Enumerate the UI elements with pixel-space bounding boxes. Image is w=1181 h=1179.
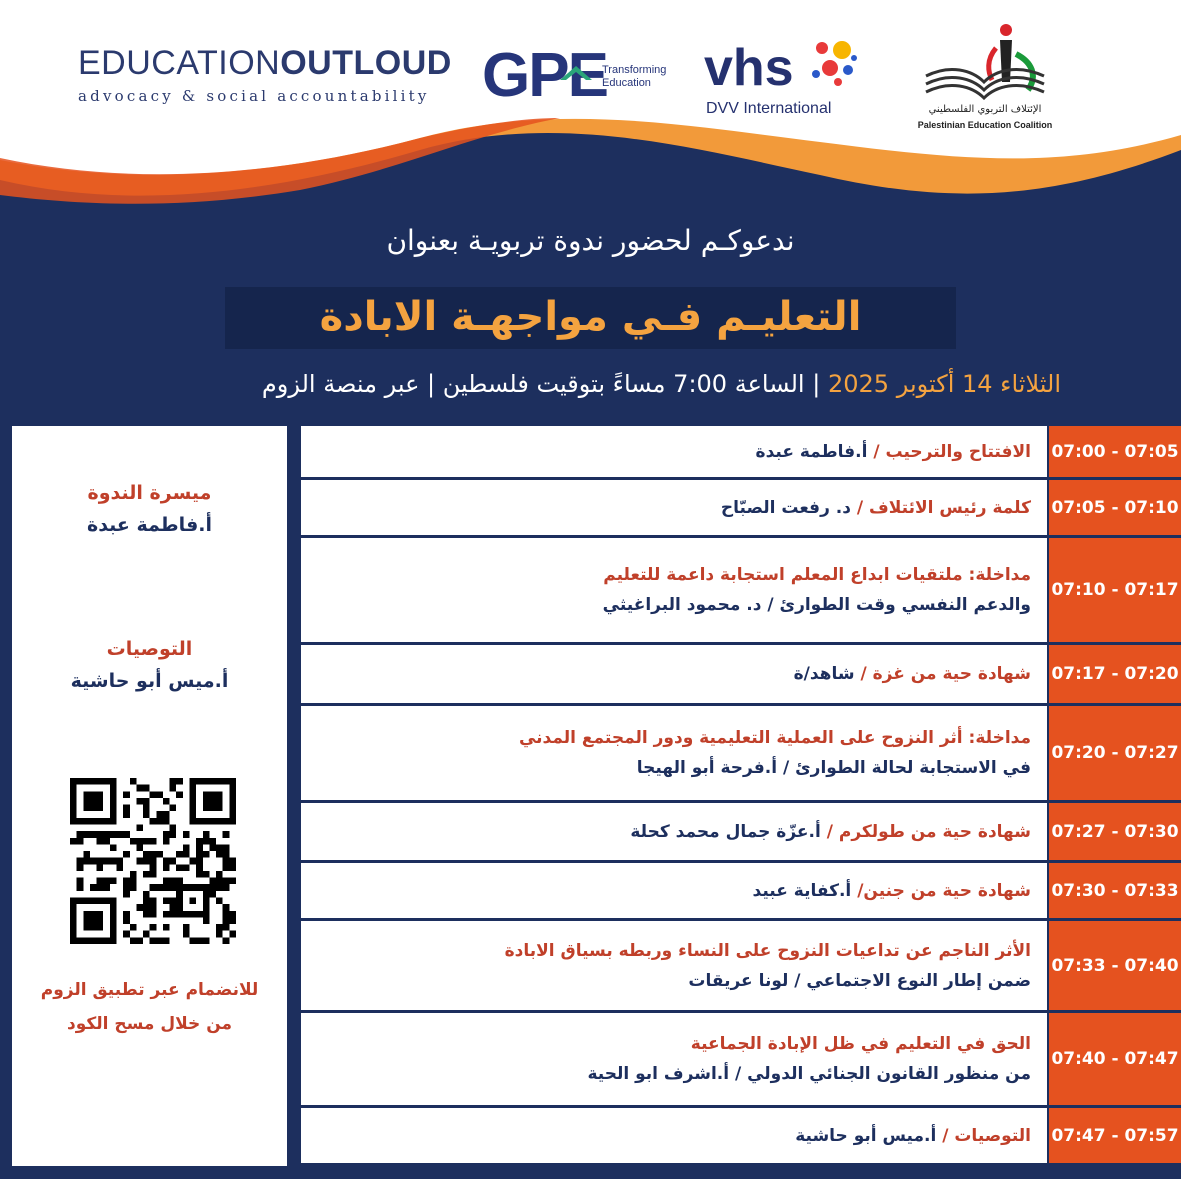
agenda-item-time: 07:33 - 07:40 [1049, 921, 1181, 1010]
agenda-item-time: 07:00 - 07:05 [1049, 426, 1181, 477]
agenda-item-content [301, 426, 1047, 477]
agenda-item-text [311, 426, 1031, 477]
agenda-item-text [311, 863, 1031, 918]
agenda-item-time: 07:17 - 07:20 [1049, 645, 1181, 703]
agenda-item-speaker: من منظور القانون الجنائي الدولي / أ.اشرف ابو الحية [587, 1064, 1031, 1084]
agenda-item-text [311, 1013, 1031, 1105]
agenda-item-speaker: أ.عزّة جمال محمد كحلة [630, 821, 821, 842]
join-instructions-line2: من خلال مسح الكود [66, 1014, 233, 1034]
agenda-row [301, 1108, 1181, 1166]
agenda-item-line [311, 876, 1031, 906]
event-year: 2025 [827, 370, 890, 398]
agenda-item-line [311, 936, 1031, 966]
agenda-item-line [311, 1121, 1031, 1151]
agenda-item-speaker: أ.ميس أبو حاشية [795, 1125, 937, 1146]
agenda-item-text [311, 803, 1031, 860]
agenda-item-content [301, 645, 1047, 703]
agenda-item-text [311, 1108, 1031, 1163]
info-sidebar [12, 426, 287, 1166]
agenda-item-speaker: شاهد/ة [793, 664, 855, 684]
agenda-item-time: 07:05 - 07:10 [1049, 480, 1181, 535]
agenda-item-content [301, 538, 1047, 642]
moderator-label: ميسرة الندوة [87, 482, 212, 504]
agenda-row [301, 538, 1181, 645]
open-book-person-icon [920, 20, 1050, 106]
agenda-item-title: شهادة حية من جنين/ [857, 880, 1031, 901]
agenda-item-content [301, 803, 1047, 860]
agenda-item-line [311, 560, 1031, 590]
palestinian-education-coalition-logo: الإئتلاف التربوي الفلسطيني Palestinian Education Coalition [912, 20, 1058, 140]
event-title: التعليـم فـي مواجهـة الابادة [319, 294, 862, 340]
agenda-item-content [301, 1013, 1047, 1105]
agenda-item-title: الحق في التعليم في ظل الإبادة الجماعية [690, 1034, 1031, 1054]
agenda-item-text [311, 538, 1031, 642]
agenda-row [301, 863, 1181, 921]
date-time-line: الثلاثاء 14 أكتوبر 2025 | الساعة 7:00 مساءً بتوقيت فلسطين | عبر منصة الزوم [261, 370, 1061, 398]
agenda-item-text [311, 645, 1031, 703]
agenda-item-title: الافتتاح والترحيب / [873, 441, 1031, 462]
zoom-qr-code[interactable] [70, 778, 236, 944]
agenda-item-title: التوصيات / [942, 1125, 1031, 1146]
agenda-item-text [311, 921, 1031, 1010]
agenda-row [301, 645, 1181, 706]
agenda-item-line [311, 723, 1031, 753]
invitation-text: ندعوكـم لحضور ندوة تربويـة بعنوان [386, 224, 795, 257]
agenda-item-title: مداخلة: ملتقيات ابداع المعلم استجابة داعمة للتعليم [603, 565, 1031, 585]
recommendations-label: التوصيات [106, 638, 193, 660]
moderator-name: أ.فاطمة عبدة [86, 514, 212, 536]
agenda-item-title: الأثر الناجم عن تداعيات النزوح على النساء وربطه بسياق الابادة [504, 940, 1031, 961]
gpe-house-icon [556, 60, 596, 100]
agenda-item-text [311, 706, 1031, 800]
agenda-item-line [311, 753, 1031, 783]
agenda-item-speaker: في الاستجابة لحالة الطوارئ / أ.فرحة أبو الهيجا [636, 758, 1031, 778]
agenda-item-time: 07:40 - 07:47 [1049, 1013, 1181, 1105]
recommendations-name: أ.ميس أبو حاشية [70, 670, 229, 692]
agenda-item-speaker: د. رفعت الصبّاح [720, 497, 851, 518]
agenda-item-time: 07:27 - 07:30 [1049, 803, 1181, 860]
agenda-item-content [301, 921, 1047, 1010]
agenda-row [301, 921, 1181, 1013]
event-day: الثلاثاء 14 أكتوبر [896, 370, 1061, 398]
agenda-item-speaker: ضمن إطار النوع الاجتماعي / لونا عريقات [688, 970, 1031, 991]
agenda-item-title: كلمة رئيس الائتلاف / [856, 497, 1031, 518]
event-platform: عبر منصة الزوم [261, 370, 420, 398]
title-box [225, 287, 956, 349]
agenda-item-content [301, 863, 1047, 918]
agenda-item-time: 07:10 - 07:17 [1049, 538, 1181, 642]
agenda-table [301, 426, 1181, 1166]
agenda-item-line [311, 1029, 1031, 1059]
agenda-item-line [311, 659, 1031, 689]
event-time: الساعة 7:00 مساءً بتوقيت فلسطين [442, 370, 805, 398]
agenda-item-content [301, 1108, 1047, 1163]
vhs-dots-icon [804, 38, 864, 90]
agenda-item-time: 07:30 - 07:33 [1049, 863, 1181, 918]
agenda-item-time: 07:47 - 07:57 [1049, 1108, 1181, 1163]
education-out-loud-logo: EDUCATIONOUTLOUD advocacy & social accountability [78, 44, 452, 105]
agenda-item-text [311, 480, 1031, 535]
agenda-item-line [311, 966, 1031, 996]
agenda-item-line [311, 1059, 1031, 1089]
gpe-logo: GPE Transforming Education [482, 41, 667, 110]
agenda-row [301, 480, 1181, 538]
agenda-row [301, 1013, 1181, 1108]
agenda-item-time: 07:20 - 07:27 [1049, 706, 1181, 800]
join-instructions-line1: للانضمام عبر تطبيق الزوم [40, 980, 259, 1000]
agenda-row [301, 803, 1181, 863]
agenda-item-line [311, 437, 1031, 467]
agenda-item-title: شهادة حية من غزة / [860, 664, 1031, 684]
agenda-row [301, 426, 1181, 480]
agenda-item-line [311, 817, 1031, 847]
agenda-item-title: مداخلة: أثر النزوح على العملية التعليمية ودور المجتمع المدني [518, 728, 1031, 748]
vhs-dvv-logo: vhs DVV International [704, 38, 864, 124]
agenda-item-speaker: أ.كفاية عبيد [752, 880, 852, 901]
agenda-item-content [301, 480, 1047, 535]
agenda-item-speaker: والدعم النفسي وقت الطوارئ / د. محمود البراغيثي [602, 595, 1031, 615]
agenda-item-line [311, 590, 1031, 620]
agenda-item-line [311, 493, 1031, 523]
agenda-item-content [301, 706, 1047, 800]
agenda-row [301, 706, 1181, 803]
agenda-item-title: شهادة حية من طولكرم / [826, 821, 1031, 842]
agenda-item-speaker: أ.فاطمة عبدة [755, 441, 868, 462]
